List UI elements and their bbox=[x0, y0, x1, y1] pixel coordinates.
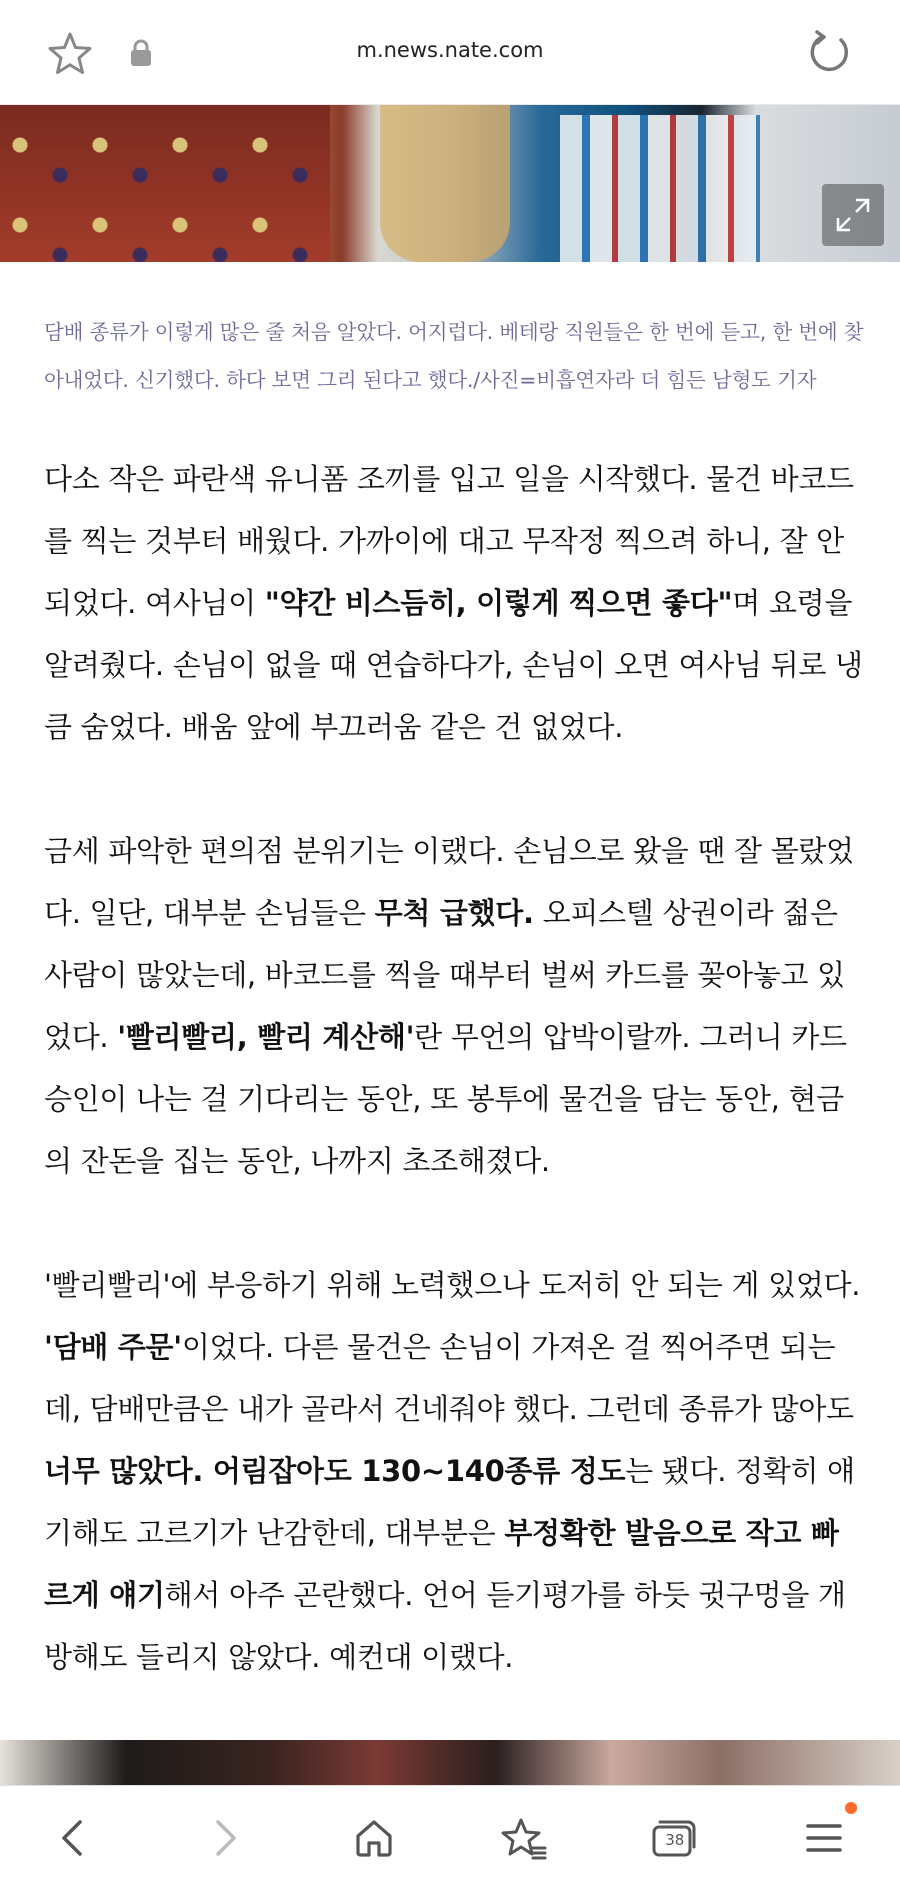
paragraph-emphasis: '빨리빨리, 빨리 계산해' bbox=[117, 1020, 415, 1054]
menu-button[interactable] bbox=[750, 1786, 898, 1888]
paragraph-text: 해서 아주 곤란했다. 언어 듣기평가를 하듯 귓구멍을 개방해도 들리지 않았다. 예컨대 이랬다. bbox=[44, 1578, 846, 1674]
photo-sleeve bbox=[380, 105, 510, 262]
bookmark-star-icon[interactable] bbox=[44, 28, 96, 80]
notification-dot bbox=[845, 1802, 857, 1814]
address-bar bbox=[0, 0, 900, 105]
paragraph-text: 며 요령을 알려줬다. 손님이 없을 때 연습하다가, 손님이 오면 여사님 뒤로 냉큼 숨었다. 배움 앞에 부끄러움 같은 건 없었다. bbox=[44, 586, 863, 744]
photo-caption: 담배 종류가 이렇게 많은 줄 처음 알았다. 어지럽다. 베테랑 직원들은 한 번에 듣고, 한 번에 찾아내었다. 신기했다. 하다 보면 그리 된다고 했다./사진=비흡연자라 더 힘든 남형도 기자 bbox=[44, 320, 864, 392]
expand-image-button[interactable] bbox=[822, 184, 884, 246]
lock-icon bbox=[128, 38, 154, 68]
reload-icon[interactable] bbox=[804, 28, 854, 78]
forward-button[interactable] bbox=[150, 1786, 298, 1888]
paragraph-emphasis: 무척 급했다. bbox=[374, 896, 534, 930]
article-photo bbox=[0, 105, 900, 262]
tab-count: 38 bbox=[665, 1830, 685, 1849]
paragraph-text: 는 됐다. 정확히 얘기해도 고르기가 난감한데, 대부분은 bbox=[44, 1454, 855, 1550]
paragraph-emphasis: "약간 비스듬히, 이렇게 찍으면 좋다" bbox=[264, 586, 733, 620]
photo-sweater bbox=[0, 105, 330, 262]
url-text[interactable]: m.news.nate.com bbox=[356, 38, 544, 62]
next-article-photo bbox=[0, 1740, 900, 1785]
paragraph-text: 오피스텔 상권이라 젊은 사람이 많았는데, 바코드를 찍을 때부터 벌써 카드를 꽂아놓고 있었다. bbox=[44, 896, 845, 1054]
paragraph-text: 란 무언의 압박이랄까. 그러니 카드 승인이 나는 걸 기다리는 동안, 또 봉투에 물건을 담는 동안, 현금의 잔돈을 집는 동안, 나까지 초조해졌다. bbox=[44, 1020, 847, 1178]
tabs-button[interactable] bbox=[600, 1786, 748, 1888]
paragraph-emphasis: '담배 주문' bbox=[44, 1330, 182, 1364]
bookmarks-button[interactable] bbox=[450, 1786, 598, 1888]
article-body bbox=[44, 448, 864, 1750]
back-button[interactable] bbox=[0, 1786, 148, 1888]
article-paragraph bbox=[44, 1254, 864, 1688]
paragraph-text: 이었다. 다른 물건은 손님이 가져온 걸 찍어주면 되는데, 담배만큼은 내가 골라서 건네줘야 했다. 그런데 종류가 많아도 bbox=[44, 1330, 854, 1426]
photo-cigarette-shelf bbox=[560, 115, 760, 262]
paragraph-text: '빨리빨리'에 부응하기 위해 노력했으나 도저히 안 되는 게 있었다. bbox=[44, 1268, 861, 1302]
paragraph-emphasis: 부정확한 발음으로 작고 빠르게 얘기 bbox=[44, 1516, 839, 1612]
article-paragraph bbox=[44, 448, 864, 758]
home-button[interactable] bbox=[300, 1786, 448, 1888]
bottom-navigation-bar bbox=[0, 1785, 900, 1888]
paragraph-text: 금세 파악한 편의점 분위기는 이랬다. 손님으로 왔을 땐 잘 몰랐었다. 일단, 대부분 손님들은 bbox=[44, 834, 854, 930]
paragraph-text: 다소 작은 파란색 유니폼 조끼를 입고 일을 시작했다. 물건 바코드를 찍는 것부터 배웠다. 가까이에 대고 무작정 찍으려 하니, 잘 안 되었다. 여사님이 bbox=[44, 462, 854, 620]
paragraph-emphasis: 너무 많았다. 어림잡아도 130~140종류 정도 bbox=[44, 1454, 626, 1488]
article-paragraph bbox=[44, 820, 864, 1192]
